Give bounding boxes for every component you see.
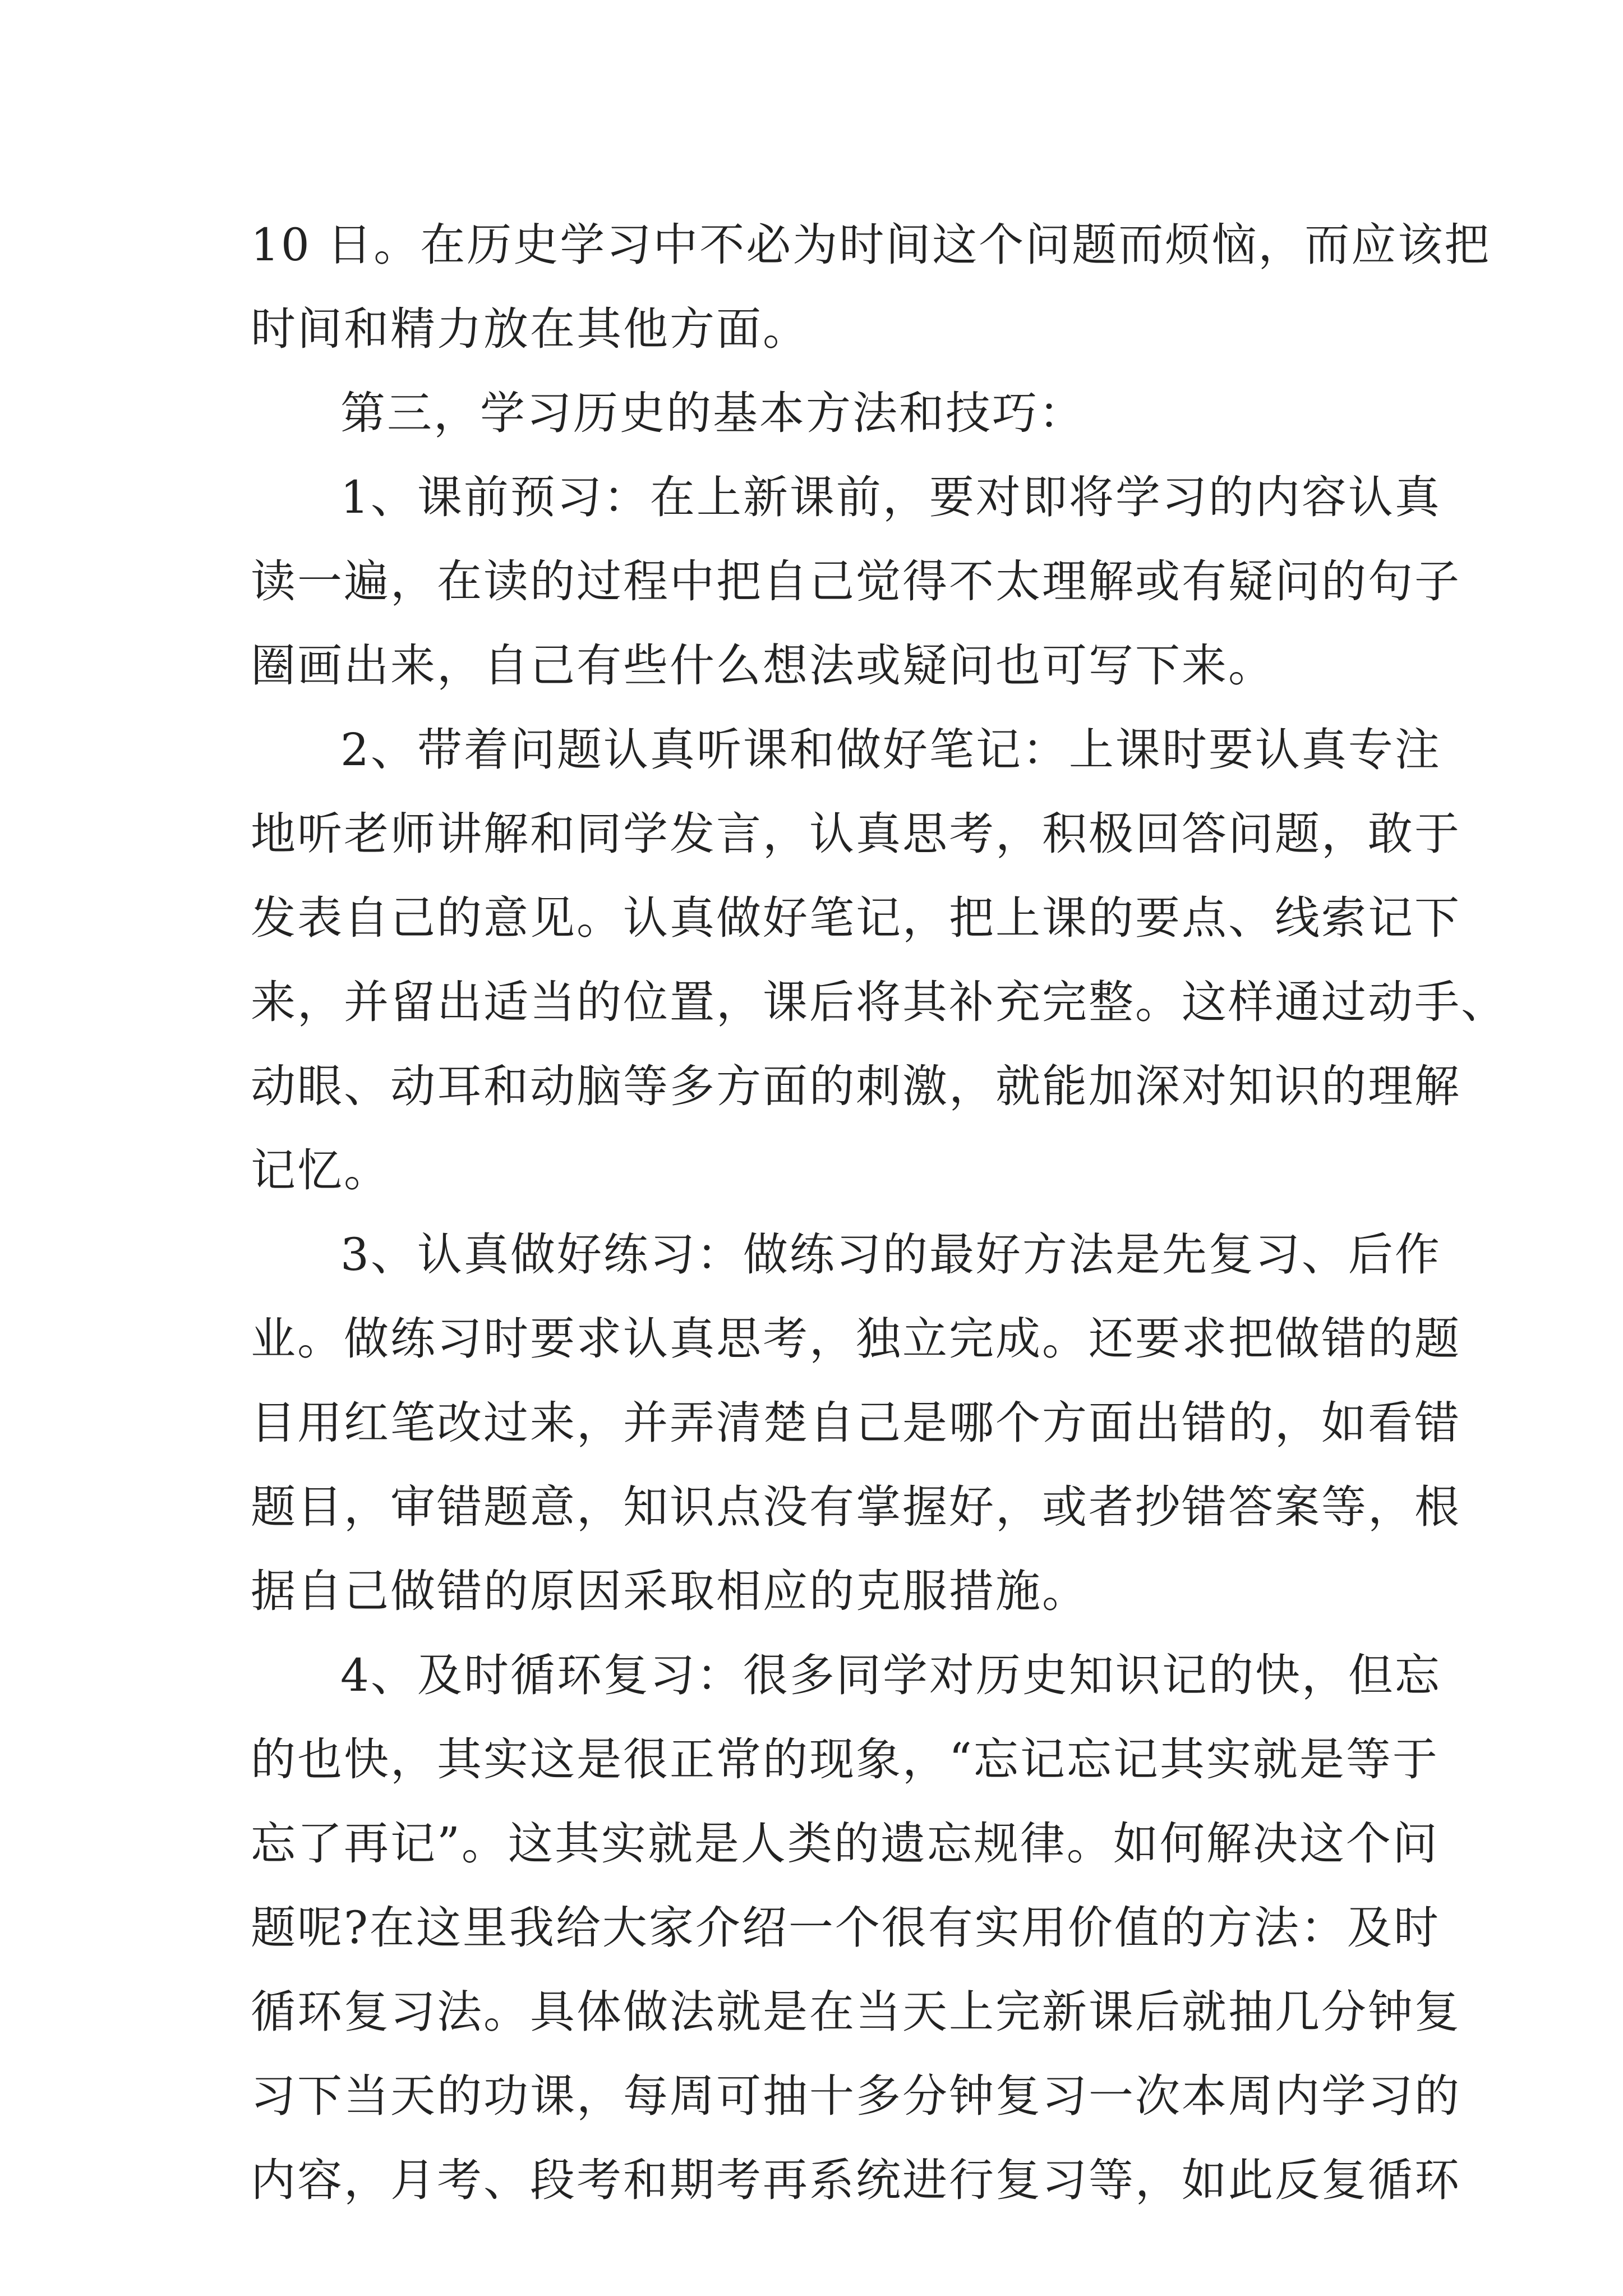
paragraph-review: [251, 1634, 1461, 2223]
text-line: 3、认真做好练习：做练习的最好方法是先复习、后作: [340, 1228, 1441, 1281]
text-line: 动眼、动耳和动脑等多方面的刺激，就能加深对知识的理解: [251, 1060, 1461, 1112]
text-line: 读一遍，在读的过程中把自己觉得不太理解或有疑问的句子: [251, 555, 1461, 608]
text-line: 据自己做错的原因采取相应的克服措施。: [251, 1565, 1089, 1617]
text-line: 2、带着问题认真听课和做好笔记：上课时要认真专注: [340, 724, 1441, 776]
text-line: 1、课前预习：在上新课前，要对即将学习的内容认真: [340, 471, 1441, 523]
text-line: 时间和精力放在其他方面。: [251, 303, 809, 355]
text-line: 第三，学习历史的基本方法和技巧：: [340, 387, 1085, 439]
text-line: 忘了再记”。这其实就是人类的遗忘规律。如何解决这个问: [251, 1818, 1439, 1870]
document-body: [251, 203, 1507, 2223]
text-line: 题呢?在这里我给大家介绍一个很有实用价值的方法：及时: [251, 1902, 1440, 1954]
text-line: 记忆。: [251, 1144, 390, 1197]
paragraph-listening: [251, 708, 1507, 1213]
text-line: 地听老师讲解和同学发言，认真思考，积极回答问题，敢于: [251, 808, 1461, 860]
paragraph-practice: [251, 1213, 1461, 1634]
text-line: 4、及时循环复习：很多同学对历史知识记的快，但忘: [340, 1649, 1441, 1701]
text-line: 循环复习法。具体做法就是在当天上完新课后就抽几分钟复: [251, 1986, 1461, 2038]
paragraph-preview: [251, 455, 1461, 708]
text-line: 10 日。在历史学习中不必为时间这个问题而烦恼，而应该把: [251, 219, 1491, 271]
section-heading: [251, 371, 1389, 455]
text-line: 内容，月考、段考和期考再系统进行复习等，如此反复循环: [251, 2154, 1461, 2206]
paragraph-continuation: [251, 203, 1491, 371]
text-line: 目用红笔改过来，并弄清楚自己是哪个方面出错的，如看错: [251, 1397, 1461, 1449]
text-line: 习下当天的功课，每周可抽十多分钟复习一次本周内学习的: [251, 2070, 1461, 2122]
text-line: 题目，审错题意，知识点没有掌握好，或者抄错答案等，根: [251, 1481, 1461, 1533]
text-line: 圈画出来，自己有些什么想法或疑问也可写下来。: [251, 639, 1275, 692]
text-line: 来，并留出适当的位置，课后将其补充完整。这样通过动手、: [251, 976, 1507, 1028]
text-line: 的也快，其实这是很正常的现象，“忘记忘记其实就是等于: [251, 1733, 1439, 1786]
text-line: 发表自己的意见。认真做好笔记，把上课的要点、线索记下: [251, 892, 1461, 944]
text-line: 业。做练习时要求认真思考，独立完成。还要求把做错的题: [251, 1313, 1461, 1365]
